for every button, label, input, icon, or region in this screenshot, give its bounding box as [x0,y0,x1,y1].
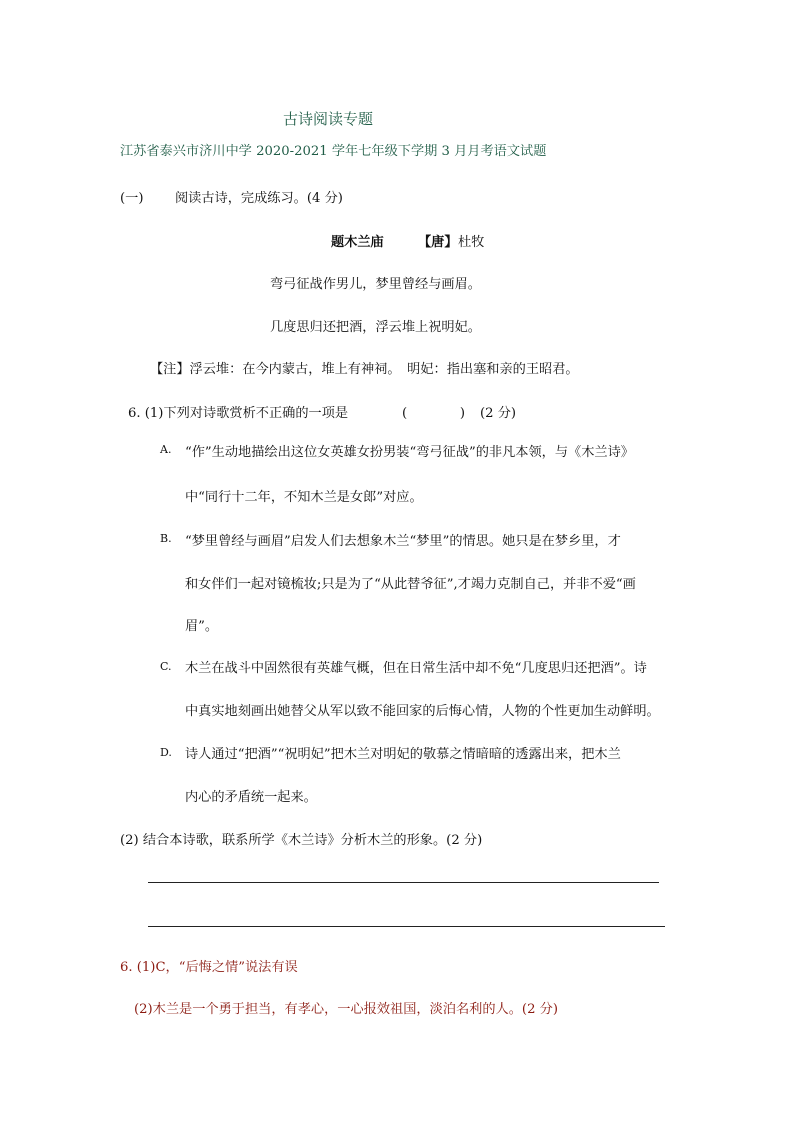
option-a-line-1: “作”生动地描绘出这位女英雄女扮男装“弯弓征战”的非凡本领，与《木兰诗》 [185,445,634,460]
page-title: 古诗阅读专题 [283,110,374,128]
answer-2: (2)木兰是一个勇于担当，有孝心，一心报效祖国，淡泊名利的人。(2 分) [134,1002,558,1017]
section-number: (一) [120,191,144,206]
exam-source: 江苏省泰兴市济川中学 2020-2021 学年七年级下学期 3 月月考语文试题 [120,144,547,159]
option-b-line-1: “梦里曾经与画眉”启发人们去想象木兰“梦里”的情思。她只是在梦乡里，才 [185,534,621,549]
question-1-score: (2 分) [480,406,517,421]
answer-blank: ( ) [402,406,466,421]
option-d-letter: D. [160,746,172,759]
poem-author: 杜牧 [458,235,485,250]
option-a-letter: A. [160,443,172,456]
option-a-line-2: 中“同行十二年，不知木兰是女郎”对应。 [185,490,423,505]
question-1-stem: 6. (1)下列对诗歌赏析不正确的一项是 [128,406,349,421]
question-2-stem: (2) 结合本诗歌，联系所学《木兰诗》分析木兰的形象。(2 分) [120,833,483,848]
option-c-line-2: 中真实地刻画出她替父从军以致不能回家的后悔心情，人物的个性更加生动鲜明。 [185,704,660,719]
answer-line-2 [148,926,665,927]
poem-line-2: 几度思归还把酒，浮云堆上祝明妃。 [270,320,481,335]
answer-line-1 [148,882,659,883]
option-b-line-2: 和女伴们一起对镜梳妆;只是为了“从此替爷征”,才竭力克制自己，并非不爱“画 [185,577,636,592]
option-d-line-1: 诗人通过“把酒”“祝明妃”把木兰对明妃的敬慕之情暗暗的透露出来，把木兰 [185,747,621,762]
option-b-letter: B. [160,532,172,545]
poem-dynasty: 【唐】 [418,235,458,250]
answer-1: 6. (1)C，“后悔之情”说法有误 [120,960,298,975]
poem-title: 题木兰庙 [331,235,384,250]
poem-line-1: 弯弓征战作男儿，梦里曾经与画眉。 [270,277,481,292]
option-d-line-2: 内心的矛盾统一起来。 [185,790,317,805]
section-instruction: 阅读古诗，完成练习。(4 分) [175,191,343,206]
poem-note: 【注】浮云堆：在今内蒙古，堆上有神祠。 明妃：指出塞和亲的王昭君。 [150,362,579,377]
option-c-line-1: 木兰在战斗中固然很有英雄气概，但在日常生活中却不免“几度思归还把酒”。诗 [185,661,647,676]
option-c-letter: C. [160,660,172,673]
option-b-line-3: 眉”。 [185,619,219,634]
